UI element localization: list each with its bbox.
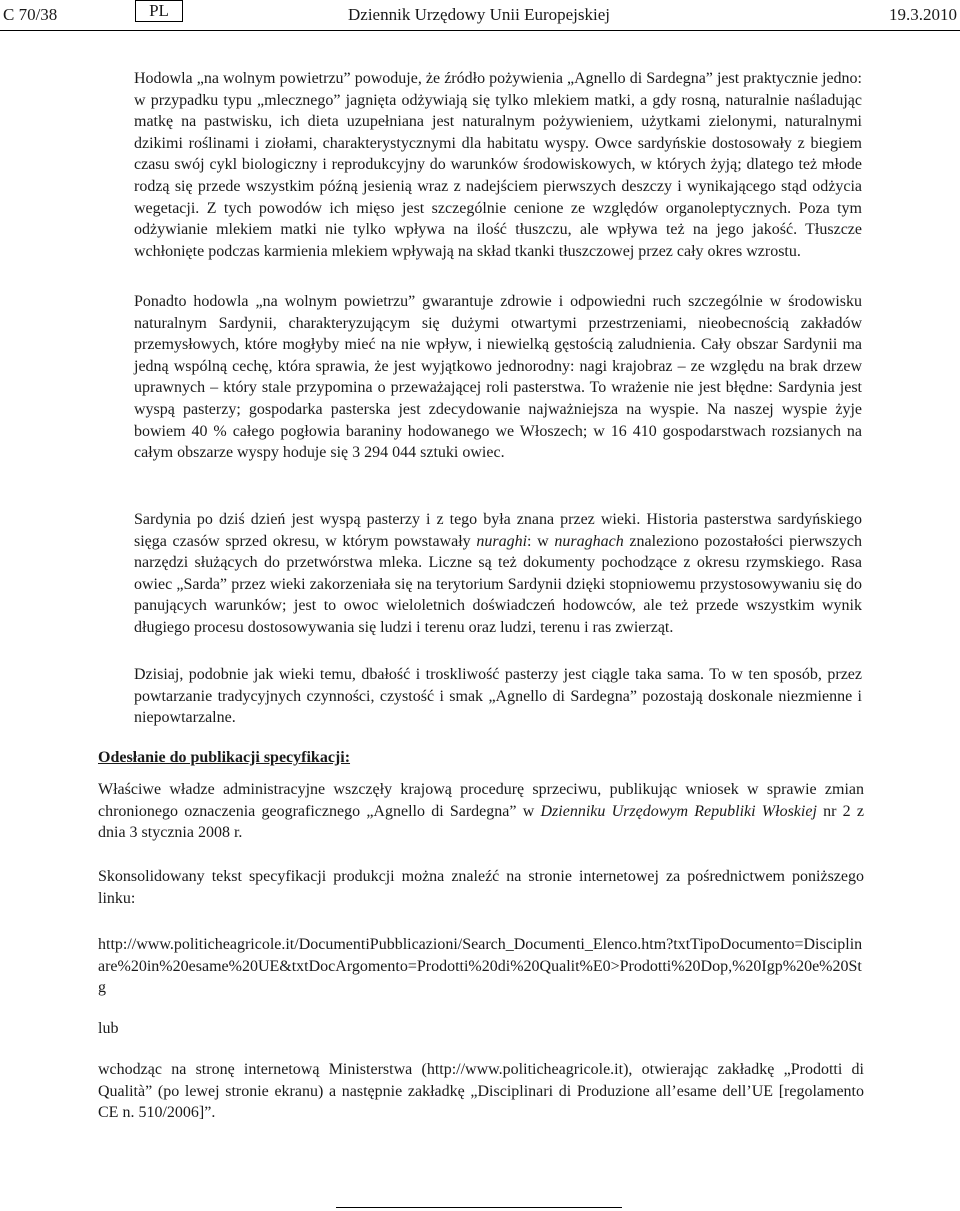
history-term-nuraghi: nuraghi: [476, 532, 528, 550]
paragraph-feeding: Hodowla „na wolnym powietrzu” powoduje, że źródło pożywienia „Agnello di Sardegna” jest praktycznie jedno: w przypadku typu „mlecznego” jagnięta odżywiają się tylko mlekiem matki, a gdy rosną, naturalnie naśladując matkę na pastwisku, ich dieta uzupełniana jest naturalnym pożywieniem, użytkami zielonymi, naturalnymi dzikimi roślinami i ziołami, charakterystycznymi dla habitatu wyspy. Owce sardyńskie dostosowały z biegiem czasu swój cykl biologiczny i reprodukcyjny do warunków środowiskowych, w których żyją; dlatego też młode rodzą się przede wszystkim późną jesienią wraz z nadejściem pierwszych deszczy i wynikającego stąd odżycia wegetacji. Z tych powodów ich mięso jest szczególnie cenione ze względów organoleptycznych. Poza tym odżywianie mlekiem matki nie tylko wpływa na ilość tłuszczu, ale wpływa też na jego jakość. Tłuszcze wchłonięte podczas karmienia mlekiem wpływają na skład tkanki tłuszczowej przez cały okres wzrostu.: [134, 70, 862, 260]
paragraph-or: lub: [98, 1020, 119, 1037]
footer-divider: [336, 1207, 622, 1208]
paragraph-ministry-navigation: wchodząc na stronę internetową Ministerstwa (http://www.politicheagricole.it), otwierając zakładkę „Prodotti di Qualità” (po lewej stronie ekranu) a następnie zakładkę „Disciplinari di Produzione all’esame dell’UE [regolamento CE n. 510/2006]”.: [98, 1061, 864, 1122]
page-reference: C 70/38: [3, 5, 58, 24]
paragraph-breeding-environment: Ponadto hodowla „na wolnym powietrzu” gwarantuje zdrowie i odpowiedni ruch szczególnie w środowisku naturalnym Sardynii, charakteryzującym się dużymi otwartymi przestrzeniami, nieobecnością zakładów przemysłowych, które mogłyby mieć na nie wpływ, i niewielką gęstością zaludnienia. Cały obszar Sardynii ma jedną wspólną cechę, która sprawia, że jest wyjątkowo jednorodny: nagi krajobraz – ze względu na brak drzew uprawnych – który stale przypomina o przeważającej roli pasterstwa. To wrażenie nie jest błędne: Sardynia jest wyspą pasterzy; gospodarka pasterska jest zdecydowanie najważniejsza na wyspie. Na naszej wyspie żyje bowiem 40 % całego pogłowia baraniny hodowanego we Włoszech; w 16 410 gospodarstwach rozsianych na całym obszarze wyspy hoduje się 3 294 044 sztuki owiec.: [134, 293, 862, 462]
history-text-c: znaleziono pozostałości pierwszych narzędzi służących do przetwórstwa mleka. Liczne są też dokumenty pochodzące z okresu rzymskiego. Rasa owiec „Sarda” przez wieki zakorzeniała się na terytorium Sardynii dzięki stopniowemu przystosowywaniu się do panujących warunków; jest to owoc wieloletnich doświadczeń hodowców, ale też przede wszystkim wynik długiego procesu dostosowywania się ludzi i terenu oraz ludzi, terenu i ras zwierząt.: [134, 532, 863, 636]
language-badge: PL: [135, 0, 183, 22]
paragraph-today: Dzisiaj, podobnie jak wieki temu, dbałość i troskliwość pasterzy jest ciągle taka sama. To w ten sposób, przez powtarzanie tradycyjnych czynności, czystość i smak „Agnello di Sardegna” pozostają doskonale niezmienne i niepowtarzalne.: [134, 666, 862, 727]
history-text-b: : w: [527, 532, 555, 550]
paragraph-history: [134, 509, 862, 639]
page-header: [0, 0, 960, 31]
history-term-nuraghach: nuraghach: [554, 532, 624, 550]
publication-text-b: nr 2 z dnia 3 stycznia 2008 r.: [98, 802, 865, 842]
publication-journal-name: Dzienniku Urzędowym Republiki Włoskiej: [540, 802, 817, 820]
publication-date: 19.3.2010: [889, 5, 957, 24]
publication-text-a: Właściwe władze administracyjne wszczęły krajową procedurę sprzeciwu, publikując wniosek w sprawie zmian chronionego oznaczenia geograficznego „Agnello di Sardegna” w: [98, 781, 864, 820]
paragraph-publication: [98, 779, 864, 844]
history-text-a: Sardynia po dziś dzień jest wyspą pasterzy i z tego była znana przez wieki. Historia pasterstwa sardyńskiego sięga czasów sprzed okresu, w którym powstawały: [134, 511, 862, 550]
section-heading: Odesłanie do publikacji specyfikacji:: [98, 749, 351, 766]
journal-title: Dziennik Urzędowy Unii Europejskiej: [348, 5, 611, 24]
paragraph-consolidated-text: Skonsolidowany tekst specyfikacji produkcji można znaleźć na stronie internetowej za pośrednictwem poniższego linku:: [98, 868, 864, 907]
specification-link[interactable]: http://www.politicheagricole.it/DocumentiPubblicazioni/Search_Documenti_Elenco.htm?txtTipoDocumento=Disciplinare%20in%20esame%20UE&txtDocArgomento=Prodotti%20di%20Qualit%E0>Prodotti%20Dop,%20Igp%20e%20Stg: [98, 936, 863, 997]
